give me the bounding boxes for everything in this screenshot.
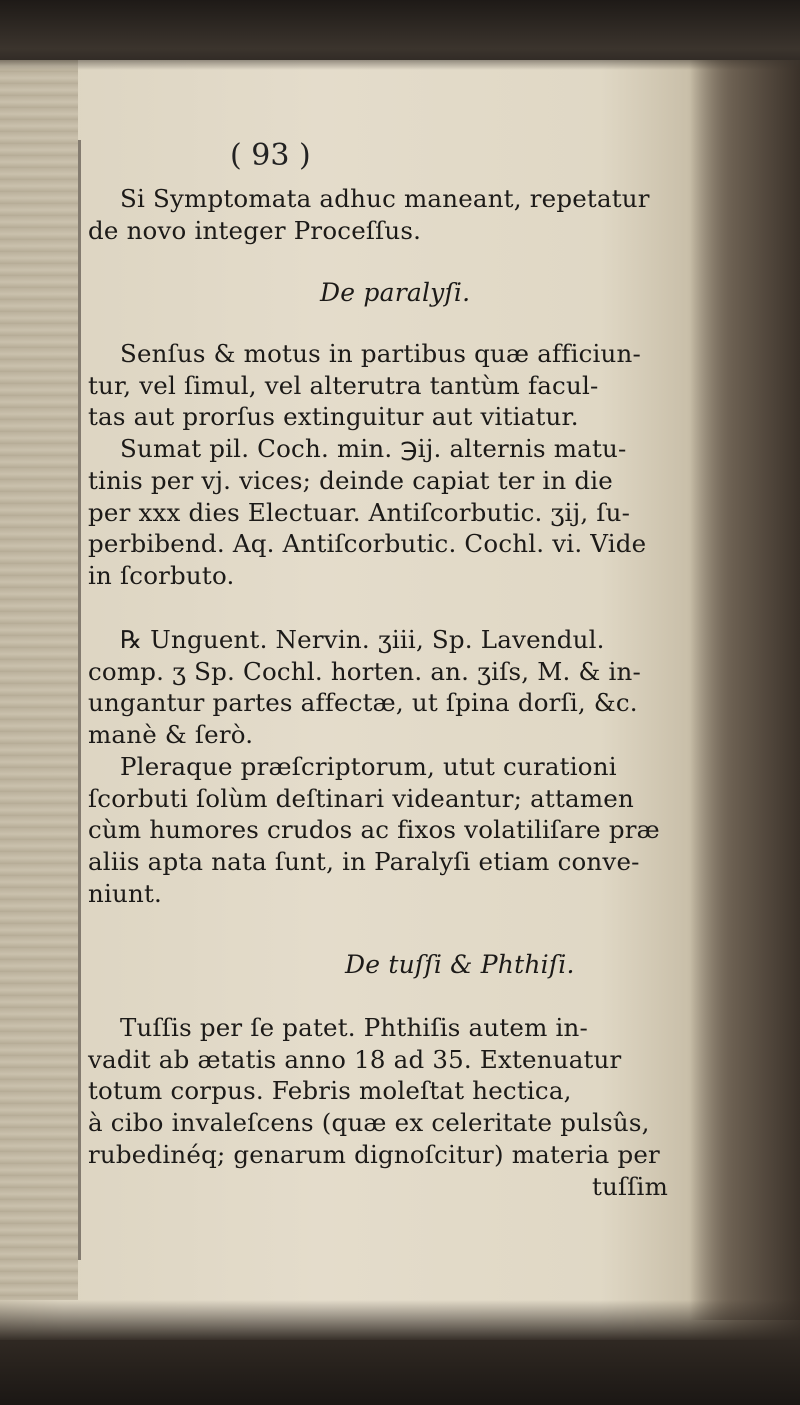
text-line: rubedinéq; genarum dignoſcitur) materia per [88, 1139, 660, 1169]
top-shadow [0, 0, 800, 70]
paragraph-prescription [88, 624, 688, 909]
text-line: à cibo invaleſcens (quæ ex celeritate pulsûs, [88, 1108, 650, 1138]
catchword: tuſſim [591, 1171, 668, 1201]
text-line: manè & ſerò. [88, 720, 254, 750]
text-line: vadit ab ætatis anno 18 ad 35. Extenuatur [88, 1044, 622, 1074]
text-line: in ſcorbuto. [88, 560, 235, 590]
text-line: tinis per vj. vices; deinde capiat ter in die [88, 465, 613, 495]
paragraph-paralysis [88, 338, 688, 592]
text-line: tas aut prorſus extinguitur aut vitiatur. [88, 402, 579, 432]
text-line: ſcorbuti ſolùm deſtinari videantur; attamen [88, 783, 634, 813]
text-line: Senſus & motus in partibus quæ afficiun- [120, 339, 641, 368]
page-edge-shadow [690, 60, 800, 1320]
text-line: Pleraque præſcriptorum, utut curationi [120, 751, 617, 781]
text-line: Si Symptomata adhuc maneant, repetatur [120, 184, 650, 213]
gutter-shadow [78, 140, 81, 1260]
text-line: ungantur partes affectæ, ut ſpina dorſi, &c. [88, 688, 638, 718]
text-line: tur, vel ſimul, vel alterutra tantùm facul- [88, 370, 599, 400]
text-line: aliis apta nata ſunt, in Paralyſi etiam conve- [88, 846, 640, 876]
text-line: ℞ Unguent. Nervin. ʒiii, Sp. Lavendul. [120, 625, 605, 654]
body-text [88, 183, 688, 246]
text-line: per xxx dies Electuar. Antiſcorbutic. ʒij, ſu- [88, 497, 631, 527]
text-line: Sumat pil. Coch. min. ℈ij. alternis matu- [120, 434, 627, 464]
section-heading-paralysis: De paralyſi. [320, 278, 471, 307]
paragraph-cough [88, 1012, 688, 1202]
text-line: perbibend. Aq. Antiſcorbutic. Cochl. vi. Vide [88, 529, 647, 559]
adjacent-page-edge [0, 60, 78, 1300]
text-line: totum corpus. Febris moleſtat hectica, [88, 1076, 572, 1106]
bottom-shadow [0, 1300, 800, 1405]
text-line: comp. ʒ Sp. Cochl. horten. an. ʒiſs, M. & in- [88, 656, 641, 686]
text-line: Tuſſis per ſe patet. Phthiſis autem in- [120, 1013, 588, 1042]
section-heading-cough: De tuſſi & Phthiſi. [345, 950, 575, 979]
text-line: de novo integer Proceſſus. [88, 215, 422, 245]
text-line: cùm humores crudos ac fixos volatiliſare præ [88, 815, 660, 845]
text-line: niunt. [88, 878, 163, 908]
page-number: ( 93 ) [230, 138, 311, 173]
